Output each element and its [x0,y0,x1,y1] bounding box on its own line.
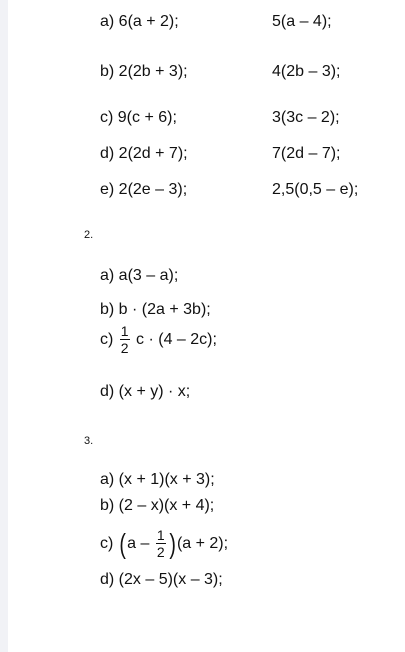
exercise-2b: b) b · (2a + 3b); [100,301,211,318]
exercise-1b: b) 2(2b + 3); [100,63,188,80]
exercise-2d: d) (x + y) · x; [100,383,191,400]
exercise-2c-label: c) [100,331,114,348]
fraction-one-half [120,324,130,355]
exercise-1e-right: 2,5(0,5 – e); [272,181,359,198]
exercise-2a: a) a(3 – a); [100,267,179,284]
exercise-2c-expression: c · (4 – 2c); [136,331,217,348]
fraction-numerator: 1 [156,527,165,544]
fraction-denominator: 2 [156,544,165,561]
exercise-3c-tail: (a + 2); [176,535,229,552]
exercise-3d: d) (2x – 5)(x – 3); [100,571,223,588]
fraction-numerator: 1 [120,323,129,340]
exercise-3c-inner: a – [127,535,150,552]
right-paren: ) [169,527,176,559]
exercise-3a: a) (x + 1)(x + 3); [100,471,215,488]
section-2-number: 2. [84,229,94,241]
exercise-3b: b) (2 – x)(x + 4); [100,497,215,514]
exercise-1c: c) 9(c + 6); [100,109,177,126]
exercise-1a: a) 6(a + 2); [100,13,179,30]
exercise-2c [100,322,217,358]
left-paren: ( [119,527,126,559]
left-margin-bar [0,0,8,652]
section-3-number: 3. [84,435,94,447]
exercise-1b-right: 4(2b – 3); [272,63,341,80]
fraction-denominator: 2 [120,340,129,357]
exercise-1c-right: 3(3c – 2); [272,109,340,126]
exercise-3c [100,524,228,564]
exercise-1a-right: 5(a – 4); [272,13,332,30]
exercise-1d-right: 7(2d – 7); [272,145,341,162]
exercise-1e: e) 2(2e – 3); [100,181,188,198]
exercise-1d: d) 2(2d + 7); [100,145,188,162]
fraction-one-half [156,528,166,559]
exercise-3c-label: c) [100,535,114,552]
